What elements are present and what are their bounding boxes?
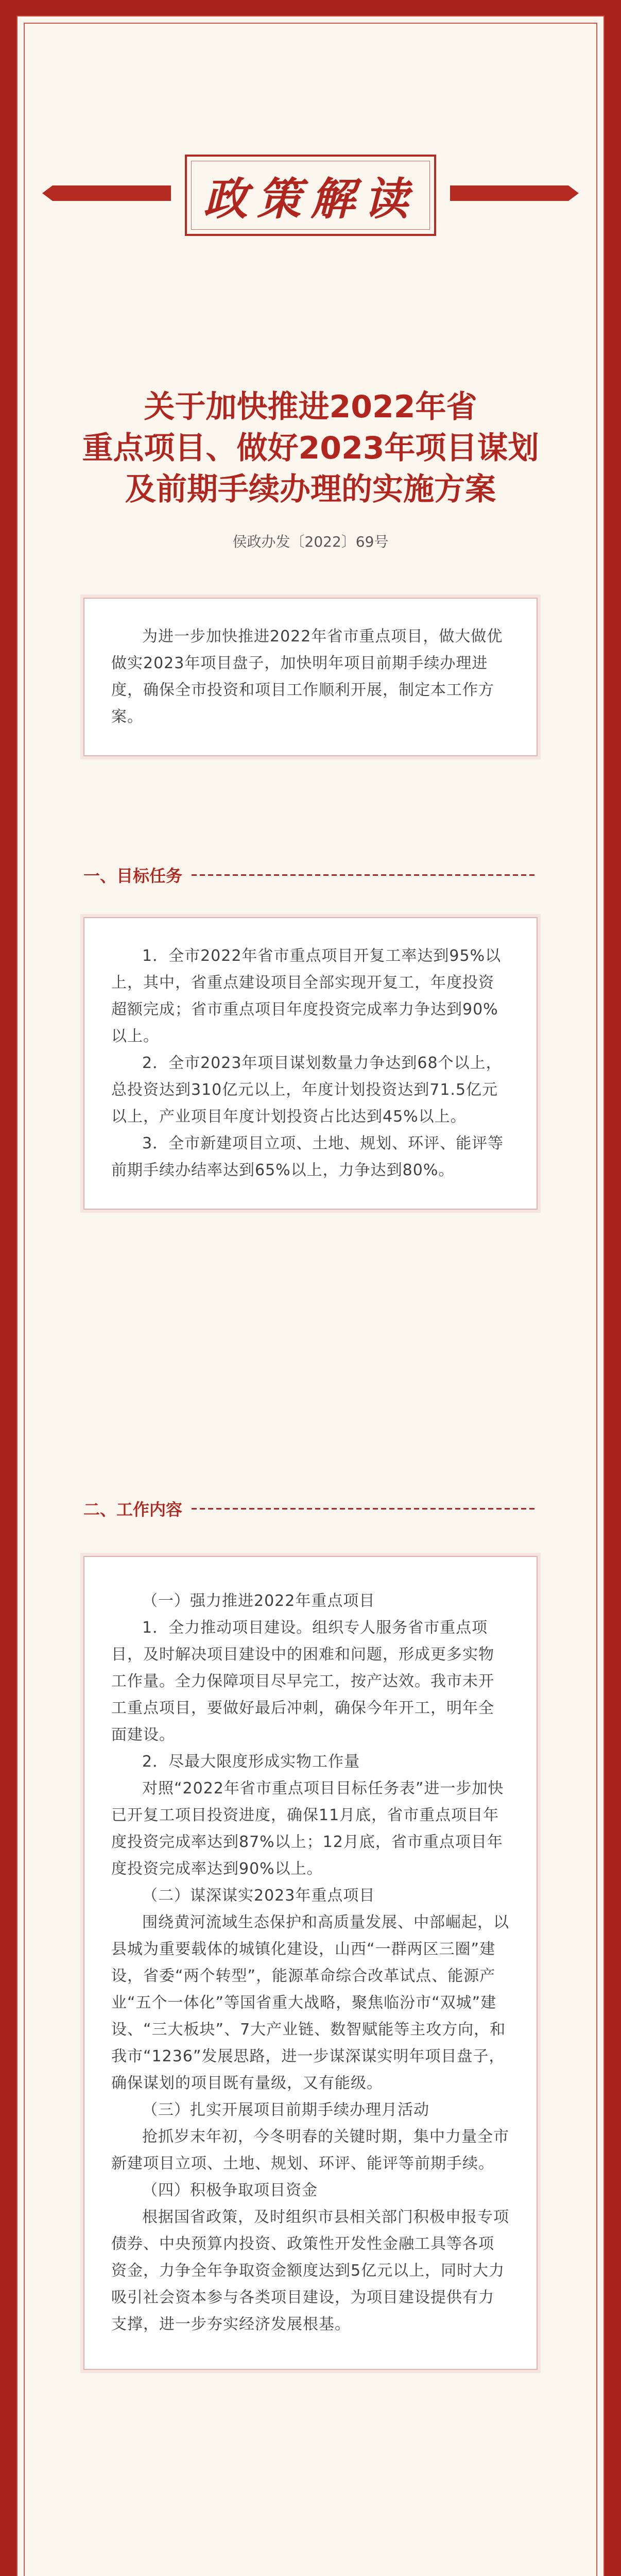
document-page xyxy=(16,15,605,2576)
section-title-targets xyxy=(83,860,538,889)
work-subhead: （三）扎实开展项目前期手续办理月活动 xyxy=(142,2101,429,2119)
page-title xyxy=(47,386,574,510)
work-paragraph: 1．全力推动项目建设。组织专人服务省市重点项目，及时解决项目建设中的困难和问题，形成更多实物工作量。全力保障项目尽早完工，按产达效。我市未开工重点项目，要做好最后冲刺，确保今年开工，明年全面建设。 xyxy=(111,1619,494,1744)
target-item: 3．全市新建项目立项、土地、规划、环评、能评等前期手续办结率达到65%以上，力争达到80%。 xyxy=(111,1134,504,1179)
title-line-3: 及前期手续办理的实施方案 xyxy=(125,471,496,507)
work-paragraph: 根据国省政策，及时组织市县相关部门积极申报专项债券、中央预算内投资、政策性开发性金融工具等各项资金，力争全年争取资金额度达到5亿元以上，同时大力吸引社会资本参与各类项目建设，为项目建设提供有力支撑，进一步夯实经济发展根基。 xyxy=(111,2208,509,2333)
work-paragraph: 围绕黄河流域生态保护和高质量发展、中部崛起，以县城为重要载体的城镇化建设，山西“一群两区三圈”建设，省委“两个转型”，能源革命综合改革试点、能源产业“五个一体化”等国省重大战略，聚焦临汾市“双城”建设、“三大板块”、7大产业链、数智赋能等主攻方向，和我市“1236”发展思路，进一步谋深谋实明年项目盘子，确保谋划的项目既有量级，又有能级。 xyxy=(111,1913,509,2092)
intro-paragraph: 为进一步加快推进2022年省市重点项目，做大做优做实2023年项目盘子，加快明年项目前期手续办理进度，确保全市投资和项目工作顺利开展，制定本工作方案。 xyxy=(111,628,503,726)
section-divider xyxy=(192,874,538,876)
section-divider xyxy=(192,1508,538,1510)
work-subhead: （二）谋深谋实2023年重点项目 xyxy=(142,1887,375,1905)
target-item: 2．全市2023年项目谋划数量力争达到68个以上，总投资达到310亿元以上，年度计划投资达到71.5亿元以上，产业项目年度计划投资占比达到45%以上。 xyxy=(111,1054,502,1126)
work-subhead: 2．尽最大限度形成实物工作量 xyxy=(142,1753,360,1771)
ribbon-left xyxy=(53,185,171,201)
section-title-work xyxy=(83,1494,538,1523)
section-label: 二、工作内容 xyxy=(83,1500,183,1519)
policy-banner xyxy=(185,155,436,236)
ribbon-right xyxy=(450,185,568,201)
targets-card xyxy=(83,917,538,1210)
section-label: 一、目标任务 xyxy=(83,866,183,886)
target-item: 1．全市2022年省市重点项目开复工率达到95%以上，其中，省重点建设项目全部实现开复工，年度投资超额完成；省市重点项目年度投资完成率力争达到90%以上。 xyxy=(111,947,502,1045)
title-line-1: 关于加快推进2022年省 xyxy=(144,389,477,425)
work-card xyxy=(83,1556,538,2370)
banner-text: 政策解读 xyxy=(203,173,418,225)
document-number: 侯政办发〔2022〕69号 xyxy=(232,533,389,550)
work-subhead: （四）积极争取项目资金 xyxy=(142,2181,318,2199)
title-line-2: 重点项目、做好2023年项目谋划 xyxy=(82,430,539,466)
work-subhead: （一）强力推进2022年重点项目 xyxy=(142,1592,375,1610)
work-paragraph: 抢抓岁末年初，今冬明春的关键时期，集中力量全市新建项目立项、土地、规划、环评、能评等前期手续。 xyxy=(111,2128,509,2173)
intro-card xyxy=(83,598,538,756)
work-paragraph: 对照“2022年省市重点项目目标任务表”进一步加快已开复工项目投资进度，确保11月底，省市重点项目年度投资完成率达到87%以上；12月底，省市重点项目年度投资完成率达到90%以上。 xyxy=(111,1780,504,1878)
